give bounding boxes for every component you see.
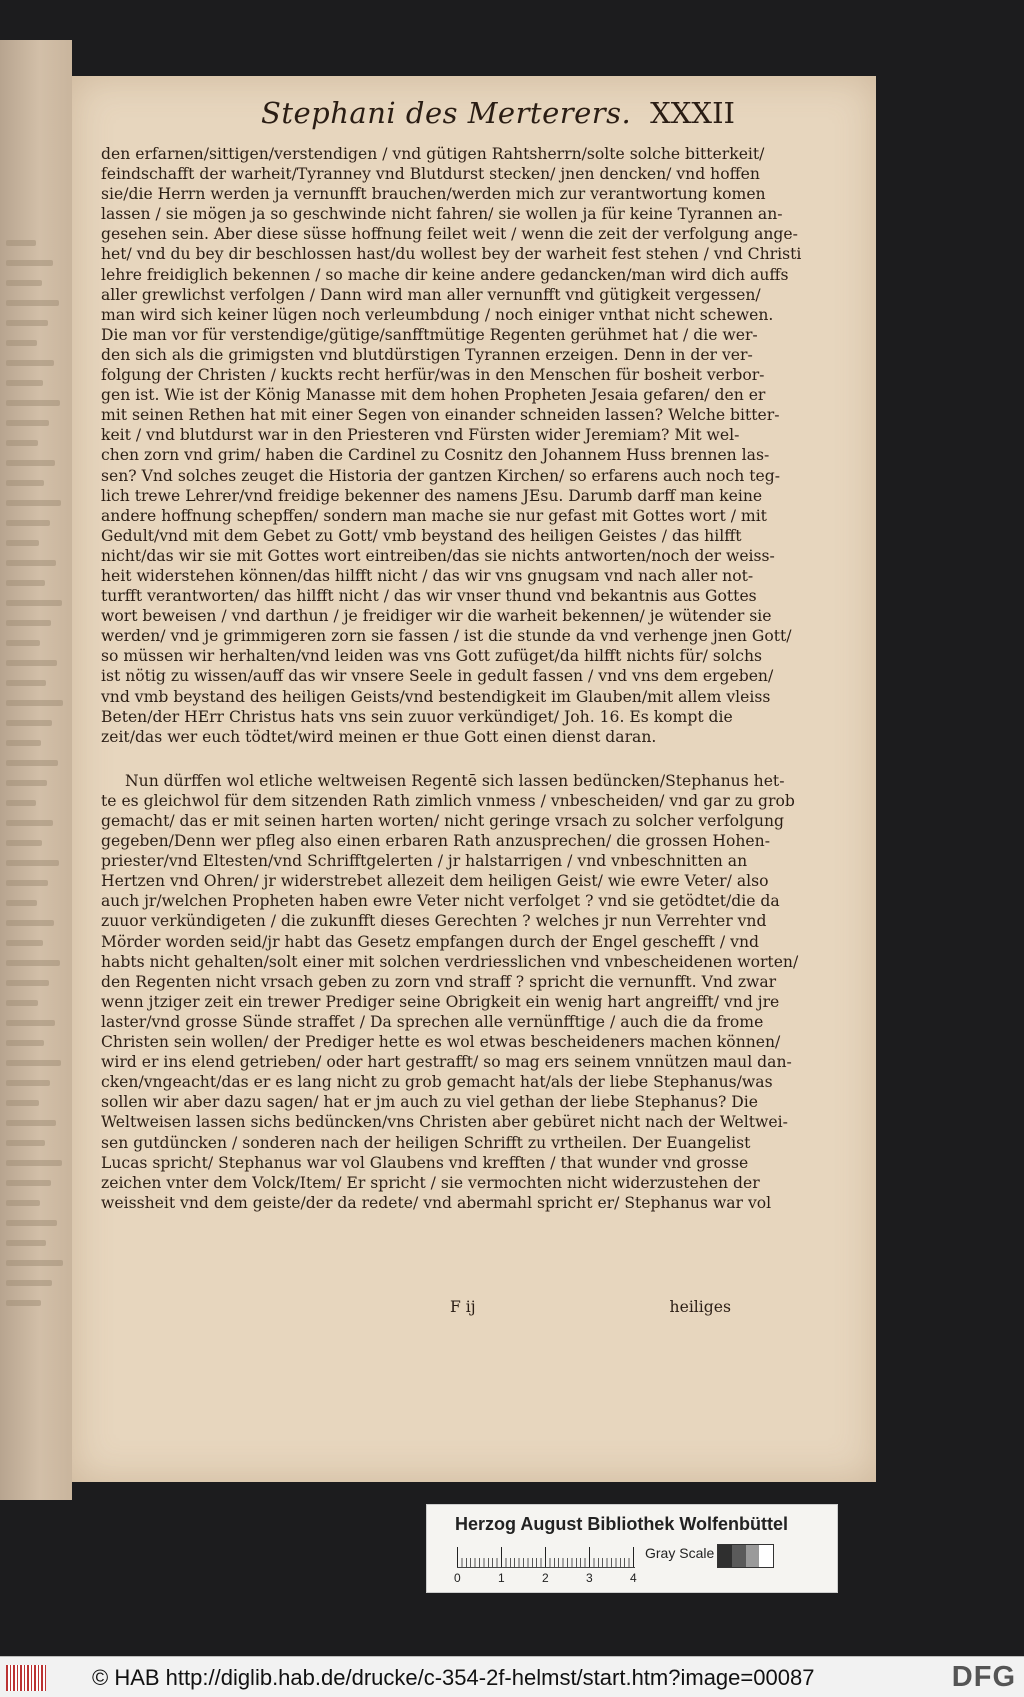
text-line: zuuor verkündigeten / die zukunfft dieses Gerechten ? welches jr nun Verrehter vnd	[101, 912, 767, 931]
show-through-line	[6, 1080, 50, 1086]
text-line: Weltweisen lassen sichs bedüncken/vns Christen aber gebüret nicht nach der Weltwei-	[101, 1113, 788, 1132]
show-through-line	[6, 800, 36, 806]
text-line: Hertzen vnd Ohren/ jr widerstrebet allezeit dem heiligen Geist/ wie ewre Veter/ also	[101, 872, 769, 891]
show-through-line	[6, 400, 60, 406]
text-line: ist nötig zu wissen/auff das wir vnsere Seele in gedult fassen / vnd vns dem ergeben/	[101, 667, 774, 686]
text-line: so müssen wir herhalten/vnd leiden was vns Gott zufüget/da hilfft nichts für/ solchs	[101, 647, 762, 666]
source-credit: © HAB http://diglib.hab.de/drucke/c-354-2f-helmst/start.htm?image=00087	[92, 1665, 815, 1690]
text-line: mit seinen Rethen hat mit einer Segen von einander schneiden lassen? Welche bitter-	[101, 406, 780, 425]
ruler-tick	[589, 1547, 590, 1567]
text-line: nicht/das wir sie mit Gottes wort eintreiben/das sie nichts antworten/noch der weiss-	[101, 546, 775, 565]
text-line: zeit/das wer euch tödtet/wird meinen er thue Gott einen dienst daran.	[101, 727, 657, 746]
show-through-line	[6, 600, 62, 606]
gray-swatch	[732, 1545, 746, 1567]
text-line: weissheit vnd dem geiste/der da redete/ vnd abermahl spricht er/ Stephanus war vol	[101, 1193, 772, 1212]
show-through-line	[6, 760, 58, 766]
show-through-line	[6, 260, 53, 266]
ruler-tick	[633, 1547, 634, 1567]
text-line: den sich als die grimigsten vnd blutdürstigen Tyrannen erzeigen. Denn in der ver-	[101, 345, 753, 364]
text-line: gen ist. Wie ist der König Manasse mit dem hohen Propheten Jesaia gefaren/ den er	[101, 386, 766, 405]
text-line: vnd vmb beystand des heiligen Geists/vnd bestendigkeit im Glauben/mit allem vleiss	[101, 687, 771, 706]
show-through-line	[6, 1300, 41, 1306]
show-through-line	[6, 240, 36, 246]
show-through-line	[6, 980, 49, 986]
show-through-line	[6, 780, 47, 786]
gray-scale-label: Gray Scale	[645, 1545, 715, 1561]
show-through-line	[6, 520, 50, 526]
text-line: heit widerstehen können/das hilfft nicht / das wir vns gnugsam vnd nach aller not-	[101, 566, 754, 585]
text-line: te es gleichwol für dem sitzenden Rath zimlich vnmess / vnbescheiden/ vnd gar zu grob	[101, 791, 795, 810]
show-through-line	[6, 1160, 62, 1166]
text-line: Beten/der HErr Christus hats vns sein zuuor verkündiget/ Joh. 16. Es kompt die	[101, 707, 733, 726]
text-line: turfft verantworten/ das hilfft nicht / das wir vnser thund vnd bekantnis aus Gottes	[101, 587, 757, 606]
text-line: den erfarnen/sittigen/verstendigen / vnd gütigen Rahtsherrn/solte solche bitterkeit/	[101, 145, 765, 163]
show-through-line	[6, 860, 59, 866]
text-line: sollen wir aber dazu sagen/ hat er jm auch zu viel gethan der liebe Stephanus? Die	[101, 1093, 758, 1112]
show-through-line	[6, 560, 56, 566]
text-line: lich trewe Lehrer/vnd freidige bekenner des namens JEsu. Darumb darff man keine	[101, 486, 763, 505]
show-through-line	[6, 500, 61, 506]
text-line: aller grewlichst verfolgen / Dann wird man aller vernunfft vnd gütigkeit vergessen/	[101, 285, 761, 304]
show-through-line	[6, 280, 42, 286]
show-through-line	[6, 300, 59, 306]
text-line: chen zorn vnd grim/ haben die Cardinel zu Cosnitz den Johannem Huss brennen las-	[101, 446, 770, 465]
ruler-number: 4	[630, 1571, 637, 1585]
show-through-line	[6, 1280, 52, 1286]
gray-swatch	[759, 1545, 773, 1567]
show-through-line	[6, 1260, 63, 1266]
text-line: zeichen vnter dem Volck/Item/ Er spricht / sie vermochten nicht widerzustehen der	[101, 1173, 760, 1192]
adjacent-page-edge	[0, 40, 72, 1500]
ruler-number: 0	[454, 1571, 461, 1585]
text-line: keit / vnd blutdurst war in den Priesteren vnd Fürsten wider Jeremiam? Mit wel-	[101, 426, 740, 445]
text-line: sen gutdüncken / sonderen nach der heiligen Schrifft zu vrtheilen. Der Euangelist	[101, 1133, 751, 1152]
show-through-line	[6, 880, 48, 886]
show-through-line	[6, 440, 38, 446]
text-line: Nun dürffen wol etliche weltweisen Regentē sich lassen bedüncken/Stephanus het-	[125, 771, 785, 790]
show-through-line	[6, 1020, 55, 1026]
show-through-line	[6, 1200, 40, 1206]
show-through-line	[6, 700, 63, 706]
text-line: Gedult/vnd mit dem Gebet zu Gott/ vmb beystand des heiligen Geistes / das hilfft	[101, 526, 742, 545]
ruler-tick	[457, 1547, 458, 1567]
text-line: wird er ins elend getrieben/ oder hart gestrafft/ so mag ers seinem vnnützen maul dan-	[101, 1053, 792, 1072]
show-through-line	[6, 420, 49, 426]
text-line: lehre freidiglich bekennen / so mache dir keine andere gedancken/man wird dich auffs	[101, 265, 789, 284]
show-through-line	[6, 660, 57, 666]
show-through-line	[6, 840, 42, 846]
folio-number: XXXII	[650, 96, 735, 130]
show-through-line	[6, 680, 46, 686]
library-name: Herzog August Bibliothek Wolfenbüttel	[455, 1514, 788, 1534]
text-line: sen? Vnd solches zeuget die Historia der gantzen Kirchen/ so erfarens auch noch teg-	[101, 466, 780, 485]
ruler-number: 3	[586, 1571, 593, 1585]
footer-bar	[0, 1656, 1024, 1697]
text-line: sie/die Herrn werden ja vernunfft brauchen/werden mich zur verantwortung komen	[101, 185, 766, 204]
show-through-line	[6, 540, 39, 546]
body-text	[101, 144, 802, 1213]
ruler-tick	[545, 1547, 546, 1567]
show-through-line	[6, 1000, 38, 1006]
show-through-line	[6, 1060, 61, 1066]
show-through-line	[6, 620, 51, 626]
show-through-line	[6, 960, 60, 966]
show-through-line	[6, 820, 53, 826]
text-line: cken/vngeacht/das er es lang nicht zu grob gemacht hat/als der liebe Stephanus/was	[101, 1073, 773, 1092]
barcode-icon	[6, 1665, 46, 1691]
text-line: lassen / sie mögen ja so geschwinde nicht fahren/ sie wollen ja für keine Tyrannen an-	[101, 205, 783, 224]
color-scale-card	[426, 1504, 838, 1593]
ruler-number: 2	[542, 1571, 549, 1585]
text-line: het/ vnd du bey dir beschlossen hast/du wollest bey der warheit fest stehen / vnd Christi	[101, 245, 802, 264]
show-through-line	[6, 1120, 56, 1126]
show-through-line	[6, 720, 52, 726]
text-line: Die man vor für verstendige/gütige/sanfftmütige Regenten gerühmet hat / die wer-	[101, 325, 758, 344]
show-through-line	[6, 1140, 45, 1146]
text-line: gemacht/ das er mit seinen harten worten/ nicht geringe vrsach zu solcher verfolgung	[101, 812, 785, 830]
ruler-tick	[501, 1547, 502, 1567]
text-line: folgung der Christen / kuckts recht herfür/was in den Menschen für bosheit verbor-	[101, 366, 765, 385]
show-through-line	[6, 900, 37, 906]
show-through-line	[6, 580, 45, 586]
dfg-logo: DFG	[951, 1661, 1016, 1693]
catchword: heiliges	[669, 1298, 731, 1316]
show-through-line	[6, 320, 48, 326]
text-line: andere hoffnung schepffen/ sondern man mache sie nur gefast mit Gottes wort / mit	[101, 506, 767, 525]
show-through-line	[6, 360, 54, 366]
text-line: gesehen sein. Aber diese süsse hoffnung feilet weit / wenn die zeit der verfolgung ange-	[101, 225, 798, 244]
text-line: habts nicht gehalten/solt einer mit solchen verdriesslichen vnd vnbescheidenen worten/	[101, 952, 799, 971]
ruler-scale	[457, 1545, 635, 1568]
text-line: man wird sich keiner lügen noch verleumbdung / noch einiger vnthat nicht schewen.	[101, 305, 774, 324]
show-through-line	[6, 940, 43, 946]
running-title: Stephani des Merterers.	[261, 96, 632, 130]
text-line: priester/vnd Eltesten/vnd Schrifftgelerten / jr halstarrigen / vnd vnbeschnitten an	[101, 852, 748, 871]
show-through-line	[6, 1180, 51, 1186]
signature-mark: F ij	[450, 1298, 476, 1316]
text-line: den Regenten nicht vrsach geben zu zorn vnd straff ? spricht die vernunfft. Vnd zwar	[101, 972, 777, 991]
text-line: laster/vnd grosse Sünde straffet / Da sprechen alle vernünfftige / auch die da frome	[101, 1012, 764, 1031]
text-line: Christen sein wollen/ der Prediger hette es wol etwas bescheideners machen können/	[101, 1033, 781, 1052]
paragraph-gap	[101, 747, 731, 771]
show-through-line	[6, 480, 44, 486]
page-footer	[101, 1298, 731, 1320]
show-through-line	[6, 740, 41, 746]
text-line: feindschafft der warheit/Tyranney vnd Blutdurst stecken/ jnen dencken/ vnd hoffen	[101, 165, 760, 184]
show-through-line	[6, 1040, 44, 1046]
show-through-line	[6, 1220, 57, 1226]
text-line: wort beweisen / vnd darthun / je freidiger wir die warheit bekennen/ je wütender sie	[101, 607, 772, 626]
show-through-line	[6, 920, 54, 926]
text-line: wenn jtziger zeit ein trewer Prediger seine Obrigkeit ein wenig hart angreifft/ vnd jre	[101, 992, 780, 1011]
text-line: gegeben/Denn wer pfleg also einen erbaren Rath anzusprechen/ die grossen Hohen-	[101, 832, 770, 851]
show-through-line	[6, 340, 37, 346]
text-line: Mörder worden seid/jr habt das Gesetz empfangen durch der Engel geschefft / vnd	[101, 932, 759, 951]
show-through-line	[6, 1240, 46, 1246]
text-line: werden/ vnd je grimmigeren zorn sie fassen / ist die stunde da vnd verhenge jnen Gott/	[101, 627, 792, 646]
show-through-line	[6, 1100, 39, 1106]
show-through-line	[6, 460, 55, 466]
ruler-number: 1	[498, 1571, 505, 1585]
show-through-line	[6, 640, 40, 646]
page-header	[185, 96, 735, 136]
gray-scale-swatches	[717, 1544, 774, 1568]
text-line: auch jr/welchen Propheten haben ewre Veter nicht verfolget ? vnd sie getödtet/die da	[101, 892, 780, 911]
gray-swatch	[746, 1545, 760, 1567]
show-through-line	[6, 380, 43, 386]
gray-swatch	[718, 1545, 732, 1567]
text-line: Lucas spricht/ Stephanus war vol Glaubens vnd krefften / that wunder vnd grosse	[101, 1153, 749, 1172]
